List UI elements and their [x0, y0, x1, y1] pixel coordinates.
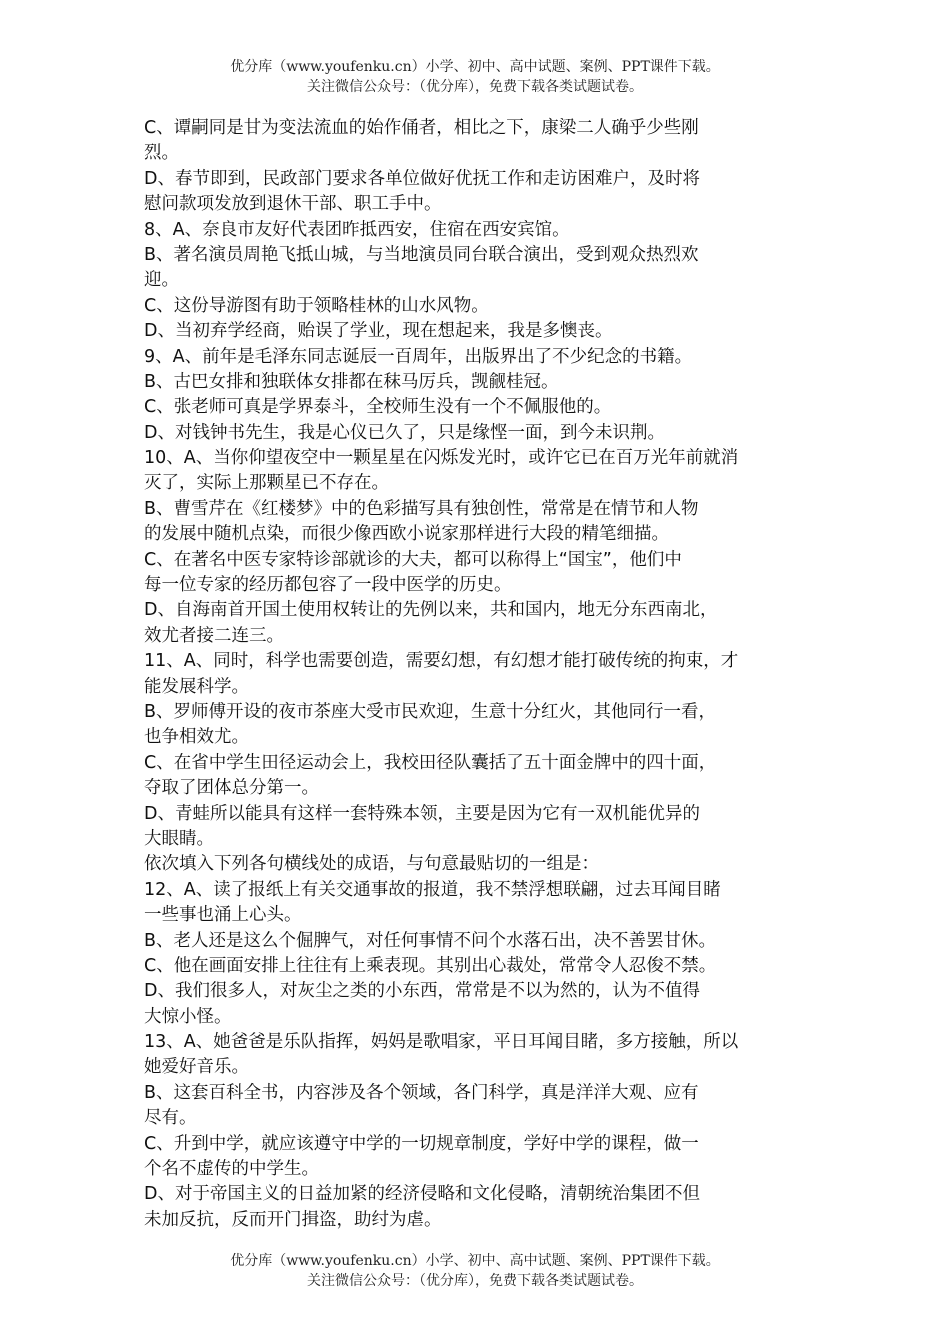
text-line: 每一位专家的经历都包容了一段中医学的历史。 — [144, 575, 512, 596]
text-line: D、我们很多人，对灰尘之类的小东西，常常是不以为然的，认为不值得 — [144, 981, 700, 1002]
text-line: 她爱好音乐。 — [144, 1057, 249, 1078]
text-line: B、古巴女排和独联体女排都在秣马厉兵，觊觎桂冠。 — [144, 371, 559, 392]
text-line: B、著名演员周艳飞抵山城，与当地演员同台联合演出，受到观众热烈欢 — [144, 244, 699, 265]
header-line-2: 关注微信公众号：（优分库），免费下载各类试题试卷。 — [307, 79, 643, 95]
header-line-1: 优分库（www.youfenku.cn）小学、初中、高中试题、案例、PPT课件下载。 — [230, 59, 720, 75]
page-header — [0, 57, 950, 97]
text-line: 效尤者接二连三。 — [144, 625, 284, 646]
text-line: 13、A、她爸爸是乐队指挥，妈妈是歌唱家，平日耳闻目睹，多方接触，所以 — [144, 1032, 739, 1053]
text-line: 9、A、前年是毛泽东同志诞辰一百周年，出版界出了不少纪念的书籍。 — [144, 346, 693, 367]
text-line: C、在著名中医专家特诊部就诊的大夫，都可以称得上“国宝”，他们中 — [144, 549, 682, 570]
text-line: 个名不虚传的中学生。 — [144, 1159, 319, 1180]
text-line: C、谭嗣同是甘为变法流血的始作俑者，相比之下，康梁二人确乎少些刚 — [144, 118, 699, 138]
text-line: 依次填入下列各句横线处的成语，与句意最贴切的一组是： — [144, 854, 599, 875]
page-footer — [0, 1251, 950, 1291]
text-line: D、当初弃学经商，贻误了学业，现在想起来，我是多懊丧。 — [144, 321, 613, 342]
footer-line-2: 关注微信公众号：（优分库），免费下载各类试题试卷。 — [307, 1273, 643, 1289]
text-line: 大眼睛。 — [144, 828, 214, 849]
text-line: C、升到中学，就应该遵守中学的一切规章制度，学好中学的课程，做一 — [144, 1133, 699, 1154]
footer-line-1: 优分库（www.youfenku.cn）小学、初中、高中试题、案例、PPT课件下载。 — [230, 1253, 720, 1269]
text-line: 8、A、奈良市友好代表团昨抵西安，住宿在西安宾馆。 — [144, 219, 570, 240]
text-line: B、老人还是这么个倔脾气，对任何事情不问个水落石出，决不善罢甘休。 — [144, 930, 717, 951]
text-line: 也争相效尤。 — [144, 727, 249, 748]
document-body — [144, 116, 804, 1233]
text-line: 大惊小怪。 — [144, 1006, 232, 1027]
text-line: D、青蛙所以能具有这样一套特殊本领，主要是因为它有一双机能优异的 — [144, 803, 700, 824]
text-line: 夺取了团体总分第一。 — [144, 778, 319, 799]
text-line: 一些事也涌上心头。 — [144, 905, 302, 926]
text-line: 灭了，实际上那颗星已不存在。 — [144, 473, 389, 494]
text-line: D、对于帝国主义的日益加紧的经济侵略和文化侵略，清朝统治集团不但 — [144, 1184, 700, 1205]
text-line: C、张老师可真是学界泰斗，全校师生没有一个不佩服他的。 — [144, 397, 612, 418]
text-line: C、他在画面安排上往往有上乘表现。其别出心裁处，常常令人忍俊不禁。 — [144, 955, 717, 976]
text-line: B、罗师傅开设的夜市茶座大受市民欢迎，生意十分红火，其他同行一看， — [144, 701, 717, 722]
text-line: B、这套百科全书，内容涉及各个领域，各门科学，真是洋洋大观、应有 — [144, 1082, 699, 1103]
text-line: 12、A、读了报纸上有关交通事故的报道，我不禁浮想联翩，过去耳闻目睹 — [144, 879, 721, 900]
text-line: D、对钱钟书先生，我是心仪已久了，只是缘悭一面，到今未识荆。 — [144, 422, 665, 443]
text-line: C、在省中学生田径运动会上，我校田径队囊括了五十面金牌中的四十面， — [144, 752, 717, 773]
text-line: 迎。 — [144, 270, 179, 291]
text-line: 能发展科学。 — [144, 676, 249, 697]
text-line: 11、A、同时，科学也需要创造，需要幻想，有幻想才能打破传统的拘束，才 — [144, 651, 739, 672]
text-line: 尽有。 — [144, 1108, 197, 1129]
text-line: B、曹雪芹在《红楼梦》中的色彩描写具有独创性，常常是在情节和人物 — [144, 498, 699, 519]
text-line: C、这份导游图有助于领略桂林的山水风物。 — [144, 295, 489, 316]
text-line: 烈。 — [144, 143, 179, 164]
text-line: 10、A、当你仰望夜空中一颗星星在闪烁发光时，或许它已在百万光年前就消 — [144, 448, 739, 469]
text-line: 慰问款项发放到退休干部、职工手中。 — [144, 194, 442, 215]
text-line: D、春节即到，民政部门要求各单位做好优抚工作和走访困难户，及时将 — [144, 168, 700, 189]
text-line: 的发展中随机点染，而很少像西欧小说家那样进行大段的精笔细描。 — [144, 524, 669, 545]
text-line: 未加反抗，反而开门揖盗，助纣为虐。 — [144, 1209, 442, 1230]
text-line: D、自海南首开国土使用权转让的先例以来，共和国内，地无分东西南北， — [144, 600, 718, 621]
